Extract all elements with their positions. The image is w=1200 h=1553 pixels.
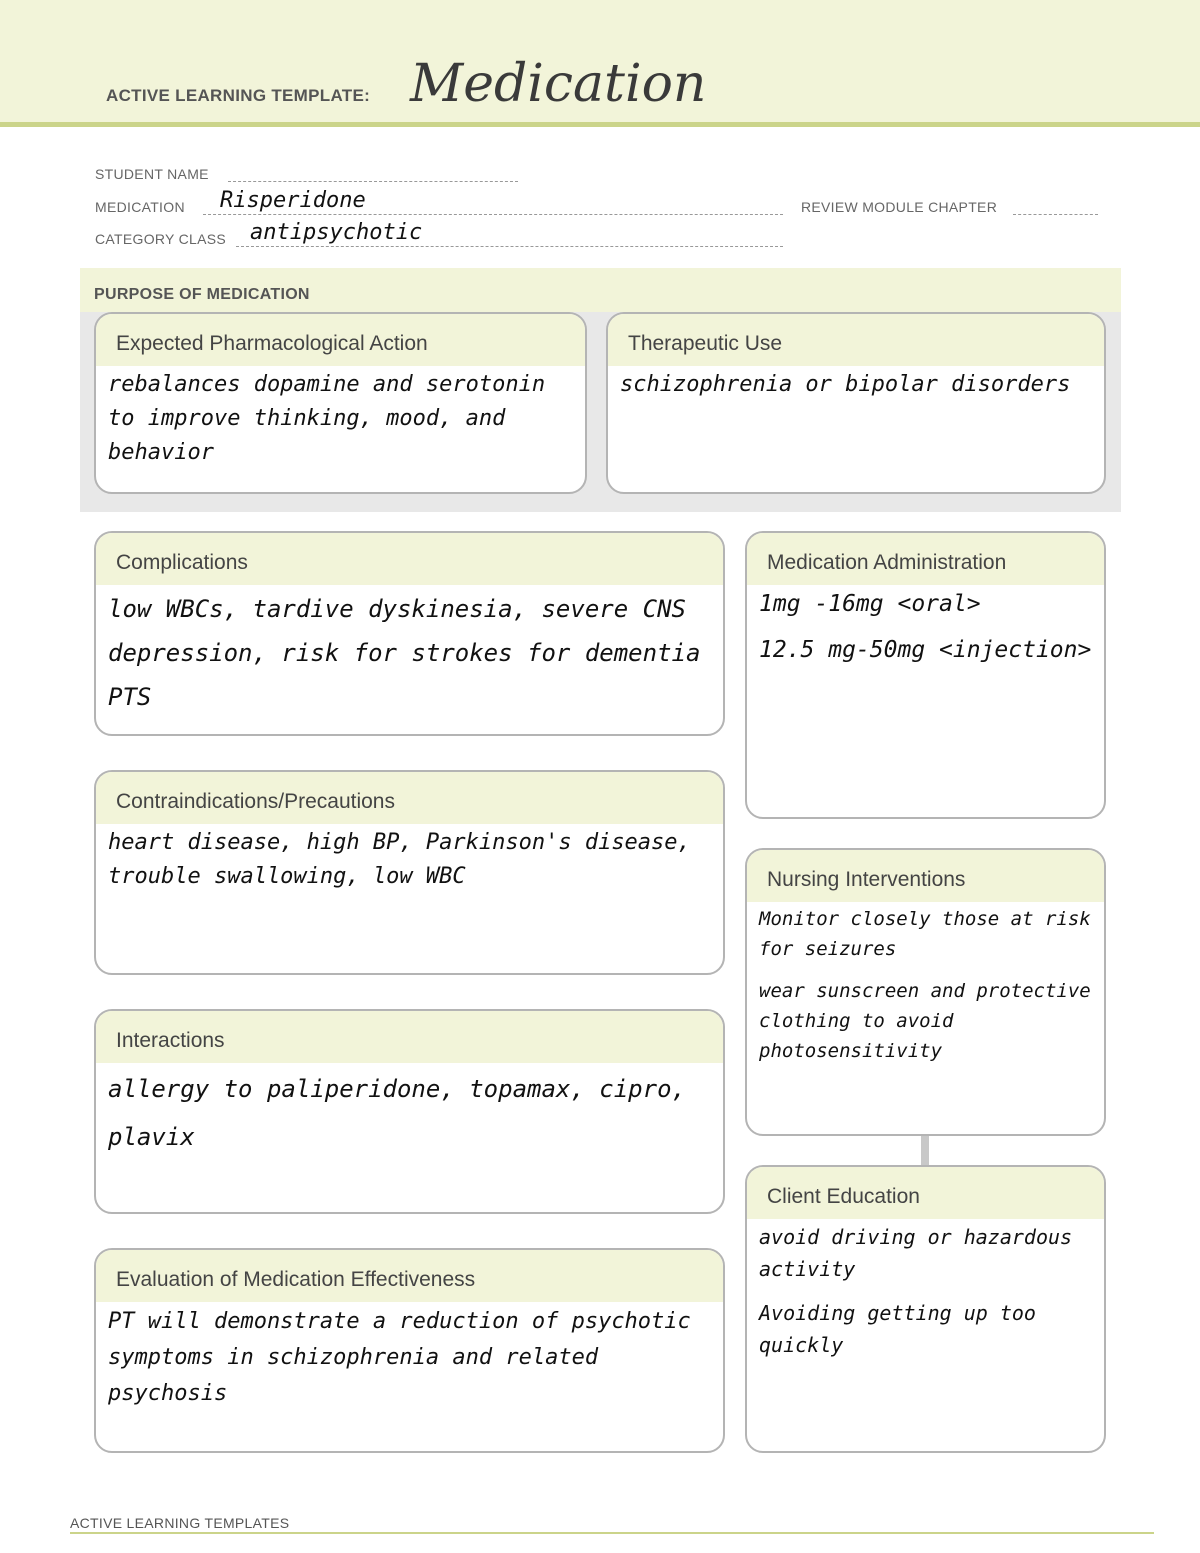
complications-box[interactable] [94, 531, 725, 736]
administration-box[interactable] [745, 531, 1106, 819]
expected-action-box[interactable] [94, 312, 587, 494]
interactions-box[interactable] [94, 1009, 725, 1214]
nursing-interventions-box[interactable] [745, 848, 1106, 1136]
complications-title: Complications [116, 551, 248, 574]
client-education-line: Avoiding getting up too quickly [759, 1301, 1036, 1357]
contraindications-header [96, 772, 723, 824]
administration-title: Medication Administration [767, 551, 1007, 574]
interactions-title: Interactions [116, 1029, 225, 1052]
evaluation-title: Evaluation of Medication Effectiveness [116, 1268, 476, 1291]
contraindications-text: heart disease, high BP, Parkinson's disease, trouble swallowing, low WBC [108, 830, 691, 889]
administration-line: 12.5 mg-50mg <injection> [759, 637, 1092, 663]
interactions-header [96, 1011, 723, 1063]
nursing-interventions-header [747, 850, 1104, 902]
client-education-title: Client Education [767, 1185, 920, 1208]
therapeutic-use-text: schizophrenia or bipolar disorders [620, 372, 1071, 397]
header-divider [0, 122, 1200, 127]
nursing-interventions-text [747, 902, 1104, 1066]
medication-value: Risperidone [220, 188, 366, 213]
review-module-label: REVIEW MODULE CHAPTER [801, 199, 998, 215]
student-name-label: STUDENT NAME [95, 166, 209, 182]
expected-action-header [96, 314, 585, 366]
category-class-value: antipsychotic [250, 220, 423, 245]
expected-action-text: rebalances dopamine and serotonin to improve thinking, mood, and behavior [108, 372, 546, 465]
evaluation-box[interactable] [94, 1248, 725, 1453]
administration-text [747, 585, 1104, 667]
purpose-label: PURPOSE OF MEDICATION [94, 286, 310, 303]
evaluation-text: PT will demonstrate a reduction of psychotic symptoms in schizophrenia and related psychosis [108, 1309, 691, 1406]
expected-action-title: Expected Pharmacological Action [116, 332, 428, 355]
client-education-line: avoid driving or hazardous activity [759, 1225, 1073, 1281]
contraindications-title: Contraindications/Precautions [116, 790, 395, 813]
therapeutic-use-box[interactable] [606, 312, 1106, 494]
complications-text: low WBCs, tardive dyskinesia, severe CNS depression, risk for strokes for dementia PTS [108, 595, 701, 711]
medication-field[interactable] [203, 214, 783, 215]
administration-line: 1mg -16mg <oral> [759, 591, 981, 617]
footer-divider [70, 1532, 1154, 1534]
nursing-intervention-line: Monitor closely those at risk for seizures [759, 908, 1091, 960]
client-education-text [747, 1219, 1104, 1361]
category-class-field[interactable] [236, 246, 783, 247]
evaluation-header [96, 1250, 723, 1302]
box-connector [921, 1136, 929, 1166]
complications-header [96, 533, 723, 585]
interactions-text: allergy to paliperidone, topamax, cipro, plavix [108, 1075, 686, 1151]
client-education-box[interactable] [745, 1165, 1106, 1453]
review-module-field[interactable] [1013, 214, 1098, 215]
client-education-header [747, 1167, 1104, 1219]
nursing-interventions-title: Nursing Interventions [767, 868, 966, 891]
contraindications-box[interactable] [94, 770, 725, 975]
template-title: Medication [410, 54, 707, 114]
category-class-label: CATEGORY CLASS [95, 231, 227, 247]
nursing-intervention-line: wear sunscreen and protective clothing to avoid photosensitivity [759, 980, 1091, 1062]
administration-header [747, 533, 1104, 585]
therapeutic-use-title: Therapeutic Use [628, 332, 783, 355]
template-label: ACTIVE LEARNING TEMPLATE: [106, 86, 371, 105]
therapeutic-use-header [608, 314, 1104, 366]
student-name-field[interactable] [228, 181, 518, 182]
footer-label: ACTIVE LEARNING TEMPLATES [70, 1515, 290, 1531]
medication-label: MEDICATION [95, 199, 185, 215]
